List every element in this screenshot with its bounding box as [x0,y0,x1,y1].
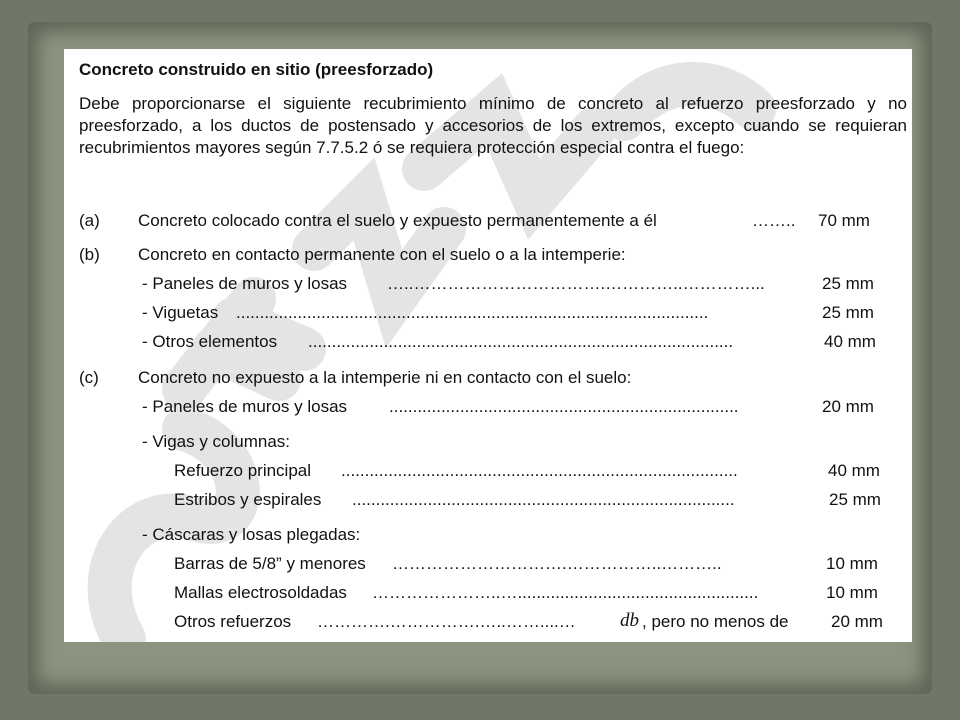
item-leader: ………….…………….…..……....… [317,612,576,631]
item-label: Barras de 5/8” y menores [174,554,366,573]
section-a-text: Concreto colocado contra el suelo y expuesto permanentemente a él [138,211,657,230]
section-c-text: Concreto no expuesto a la intemperie ni en contacto con el suelo: [138,368,632,387]
group-heading-text: - Vigas y columnas: [142,432,291,451]
item-value: 25 mm [822,303,874,322]
item-leader: .......................................................................................... [308,332,734,351]
item-value: 40 mm [828,461,880,480]
item-label: - Otros elementos [142,332,278,351]
group-heading-text: - Cáscaras y losas plegadas: [142,525,361,544]
item-value: 10 mm [826,583,878,602]
section-c-marker: (c) [79,368,99,387]
item-label: - Paneles de muros y losas [142,397,348,416]
item-leader: .................................................................................................... [236,303,709,322]
item-leader: .......................................................................... [389,397,739,416]
item-leader: …..…………………………….…………..…………... [387,274,765,293]
item-label: Mallas electrosoldadas [174,583,347,602]
section-b-marker: (b) [79,245,100,264]
item-label: Estribos y espirales [174,490,322,509]
item-value: 20 mm [831,612,883,631]
section-a-value: 70 mm [818,211,870,230]
item-leader: …………………..…................................................... [372,583,759,602]
section-a-leader: …….. [752,211,796,230]
item-leader: ................................................................................. [352,490,735,509]
item-leader: ………………………….……………..……….. [392,554,722,573]
item-value: 25 mm [822,274,874,293]
item-leader: .................................................................................... [341,461,738,480]
document-page [64,49,912,642]
item-label: - Viguetas [142,303,219,322]
item-value: 25 mm [829,490,881,509]
document-title: Concreto construido en sitio (preesforzado) [79,60,434,79]
item-label: Refuerzo principal [174,461,312,480]
db-symbol: db [620,610,639,631]
intro-paragraph: Debe proporcionarse el siguiente recubrimiento mínimo de concreto al refuerzo preesforzado y no preesforzado, a los ductos de postensado y accesorios de los extremos, excepto cuando se requieran recubrimientos mayores según 7.7.5.2 ó se requiera protección especial contra el fuego: [79,94,907,157]
section-b-text: Concreto en contacto permanente con el suelo o a la intemperie: [138,245,626,264]
item-label: - Paneles de muros y losas [142,274,348,293]
item-value: 10 mm [826,554,878,573]
item-suffix: , pero no menos de [642,612,789,631]
section-a-marker: (a) [79,211,100,230]
item-label: Otros refuerzos [174,612,292,631]
item-value: 40 mm [824,332,876,351]
item-value: 20 mm [822,397,874,416]
